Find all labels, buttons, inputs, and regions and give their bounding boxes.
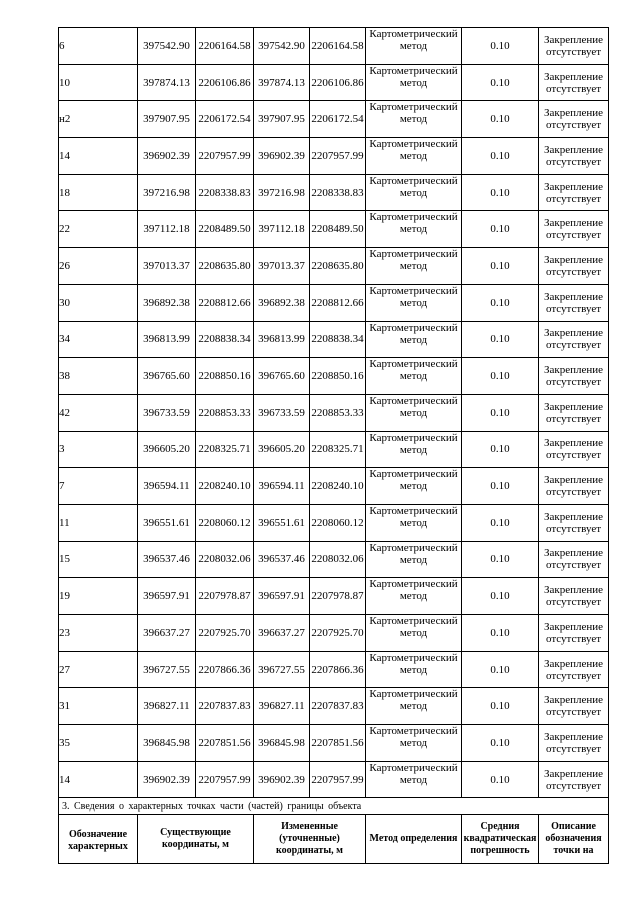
table-row — [59, 321, 609, 358]
changed-x-cell: 397013.37 — [254, 248, 310, 285]
method-cell: Картометрический метод — [366, 284, 462, 321]
description-cell: Закрепление отсутствует — [539, 248, 609, 285]
point-cell: 3 — [59, 431, 138, 468]
existing-x-cell: 396827.11 — [138, 688, 196, 725]
method-cell: Картометрический метод — [366, 688, 462, 725]
error-cell: 0.10 — [462, 468, 539, 505]
table-row — [59, 725, 609, 762]
description-cell: Закрепление отсутствует — [539, 101, 609, 138]
description-cell: Закрепление отсутствует — [539, 138, 609, 175]
point-cell: 15 — [59, 541, 138, 578]
error-cell: 0.10 — [462, 64, 539, 101]
header-existing: Существующие координаты, м — [138, 815, 254, 864]
table-row — [59, 615, 609, 652]
changed-x-cell: 396605.20 — [254, 431, 310, 468]
existing-x-cell: 396892.38 — [138, 284, 196, 321]
existing-x-cell: 397874.13 — [138, 64, 196, 101]
changed-y-cell: 2208325.71 — [310, 431, 366, 468]
existing-x-cell: 396594.11 — [138, 468, 196, 505]
existing-y-cell: 2208060.12 — [196, 504, 254, 541]
changed-y-cell: 2208635.80 — [310, 248, 366, 285]
description-cell: Закрепление отсутствует — [539, 504, 609, 541]
changed-y-cell: 2208338.83 — [310, 174, 366, 211]
error-cell: 0.10 — [462, 688, 539, 725]
existing-x-cell: 397542.90 — [138, 28, 196, 65]
existing-y-cell: 2208240.10 — [196, 468, 254, 505]
existing-y-cell: 2208635.80 — [196, 248, 254, 285]
existing-y-cell: 2207978.87 — [196, 578, 254, 615]
table-row — [59, 761, 609, 798]
description-cell: Закрепление отсутствует — [539, 725, 609, 762]
header-designation: Обозначение характерных — [59, 815, 138, 864]
method-cell: Картометрический метод — [366, 211, 462, 248]
changed-y-cell: 2207851.56 — [310, 725, 366, 762]
method-cell: Картометрический метод — [366, 64, 462, 101]
description-cell: Закрепление отсутствует — [539, 431, 609, 468]
description-cell: Закрепление отсутствует — [539, 284, 609, 321]
method-cell: Картометрический метод — [366, 248, 462, 285]
point-cell: 27 — [59, 651, 138, 688]
description-cell: Закрепление отсутствует — [539, 28, 609, 65]
header-row — [59, 815, 609, 864]
existing-y-cell: 2207957.99 — [196, 761, 254, 798]
changed-y-cell: 2208853.33 — [310, 394, 366, 431]
table-row — [59, 138, 609, 175]
point-cell: 34 — [59, 321, 138, 358]
method-cell: Картометрический метод — [366, 504, 462, 541]
point-cell: 38 — [59, 358, 138, 395]
existing-x-cell: 396551.61 — [138, 504, 196, 541]
changed-y-cell: 2206106.86 — [310, 64, 366, 101]
changed-x-cell: 396597.91 — [254, 578, 310, 615]
method-cell: Картометрический метод — [366, 321, 462, 358]
method-cell: Картометрический метод — [366, 174, 462, 211]
changed-y-cell: 2206164.58 — [310, 28, 366, 65]
table-row — [59, 284, 609, 321]
method-cell: Картометрический метод — [366, 138, 462, 175]
section-row — [59, 798, 609, 815]
table-row — [59, 248, 609, 285]
changed-x-cell: 396845.98 — [254, 725, 310, 762]
error-cell: 0.10 — [462, 504, 539, 541]
header-method: Метод определения — [366, 815, 462, 864]
section-title: 3. Сведения о характерных точках части (частей) границы объекта — [59, 798, 609, 815]
existing-x-cell: 397112.18 — [138, 211, 196, 248]
existing-y-cell: 2208338.83 — [196, 174, 254, 211]
method-cell: Картометрический метод — [366, 358, 462, 395]
error-cell: 0.10 — [462, 358, 539, 395]
point-cell: 22 — [59, 211, 138, 248]
existing-y-cell: 2208489.50 — [196, 211, 254, 248]
changed-x-cell: 397216.98 — [254, 174, 310, 211]
changed-x-cell: 396765.60 — [254, 358, 310, 395]
coordinate-rows — [59, 28, 609, 798]
description-cell: Закрепление отсутствует — [539, 394, 609, 431]
changed-x-cell: 396733.59 — [254, 394, 310, 431]
point-cell: 14 — [59, 138, 138, 175]
table-row — [59, 101, 609, 138]
existing-y-cell: 2207837.83 — [196, 688, 254, 725]
existing-y-cell: 2208325.71 — [196, 431, 254, 468]
changed-x-cell: 396537.46 — [254, 541, 310, 578]
changed-y-cell: 2208032.06 — [310, 541, 366, 578]
header-error: Средния квадратическая погрешность — [462, 815, 539, 864]
table-row — [59, 468, 609, 505]
existing-x-cell: 397907.95 — [138, 101, 196, 138]
table-row — [59, 211, 609, 248]
changed-x-cell: 396637.27 — [254, 615, 310, 652]
table-row — [59, 431, 609, 468]
table-row — [59, 504, 609, 541]
changed-y-cell: 2208812.66 — [310, 284, 366, 321]
existing-y-cell: 2207925.70 — [196, 615, 254, 652]
method-cell: Картометрический метод — [366, 468, 462, 505]
description-cell: Закрепление отсутствует — [539, 688, 609, 725]
description-cell: Закрепление отсутствует — [539, 615, 609, 652]
existing-y-cell: 2208838.34 — [196, 321, 254, 358]
table-row — [59, 578, 609, 615]
point-cell: 18 — [59, 174, 138, 211]
error-cell: 0.10 — [462, 138, 539, 175]
existing-x-cell: 397216.98 — [138, 174, 196, 211]
existing-y-cell: 2208850.16 — [196, 358, 254, 395]
description-cell: Закрепление отсутствует — [539, 64, 609, 101]
table-row — [59, 541, 609, 578]
description-cell: Закрепление отсутствует — [539, 541, 609, 578]
method-cell: Картометрический метод — [366, 725, 462, 762]
changed-y-cell: 2208240.10 — [310, 468, 366, 505]
existing-x-cell: 397013.37 — [138, 248, 196, 285]
existing-y-cell: 2208032.06 — [196, 541, 254, 578]
changed-x-cell: 397907.95 — [254, 101, 310, 138]
existing-y-cell: 2206172.54 — [196, 101, 254, 138]
changed-x-cell: 396594.11 — [254, 468, 310, 505]
error-cell: 0.10 — [462, 28, 539, 65]
error-cell: 0.10 — [462, 321, 539, 358]
error-cell: 0.10 — [462, 211, 539, 248]
changed-x-cell: 396827.11 — [254, 688, 310, 725]
point-cell: 7 — [59, 468, 138, 505]
table-row — [59, 64, 609, 101]
changed-y-cell: 2207925.70 — [310, 615, 366, 652]
existing-x-cell: 396845.98 — [138, 725, 196, 762]
changed-y-cell: 2208489.50 — [310, 211, 366, 248]
existing-x-cell: 396537.46 — [138, 541, 196, 578]
error-cell: 0.10 — [462, 284, 539, 321]
point-cell: 14 — [59, 761, 138, 798]
point-cell: 31 — [59, 688, 138, 725]
error-cell: 0.10 — [462, 578, 539, 615]
changed-x-cell: 396902.39 — [254, 761, 310, 798]
error-cell: 0.10 — [462, 431, 539, 468]
point-cell: 30 — [59, 284, 138, 321]
existing-x-cell: 396902.39 — [138, 138, 196, 175]
point-cell: 6 — [59, 28, 138, 65]
header-description: Описание обозначения точки на — [539, 815, 609, 864]
method-cell: Картометрический метод — [366, 541, 462, 578]
changed-x-cell: 396551.61 — [254, 504, 310, 541]
method-cell: Картометрический метод — [366, 101, 462, 138]
error-cell: 0.10 — [462, 615, 539, 652]
existing-y-cell: 2208853.33 — [196, 394, 254, 431]
changed-y-cell: 2208850.16 — [310, 358, 366, 395]
table-row — [59, 28, 609, 65]
changed-x-cell: 396892.38 — [254, 284, 310, 321]
changed-y-cell: 2207978.87 — [310, 578, 366, 615]
coordinates-table — [58, 27, 609, 864]
table-row — [59, 358, 609, 395]
point-cell: н2 — [59, 101, 138, 138]
changed-x-cell: 396813.99 — [254, 321, 310, 358]
method-cell: Картометрический метод — [366, 578, 462, 615]
existing-x-cell: 396765.60 — [138, 358, 196, 395]
point-cell: 42 — [59, 394, 138, 431]
changed-y-cell: 2207957.99 — [310, 761, 366, 798]
existing-x-cell: 396637.27 — [138, 615, 196, 652]
changed-y-cell: 2206172.54 — [310, 101, 366, 138]
table-row — [59, 394, 609, 431]
error-cell: 0.10 — [462, 174, 539, 211]
existing-x-cell: 396733.59 — [138, 394, 196, 431]
method-cell: Картометрический метод — [366, 761, 462, 798]
point-cell: 26 — [59, 248, 138, 285]
existing-y-cell: 2206106.86 — [196, 64, 254, 101]
error-cell: 0.10 — [462, 248, 539, 285]
existing-y-cell: 2207957.99 — [196, 138, 254, 175]
existing-y-cell: 2207866.36 — [196, 651, 254, 688]
description-cell: Закрепление отсутствует — [539, 211, 609, 248]
point-cell: 23 — [59, 615, 138, 652]
error-cell: 0.10 — [462, 651, 539, 688]
changed-y-cell: 2207837.83 — [310, 688, 366, 725]
description-cell: Закрепление отсутствует — [539, 358, 609, 395]
existing-y-cell: 2208812.66 — [196, 284, 254, 321]
existing-x-cell: 396727.55 — [138, 651, 196, 688]
description-cell: Закрепление отсутствует — [539, 651, 609, 688]
method-cell: Картометрический метод — [366, 615, 462, 652]
header-changed: Измененные (уточненные) координаты, м — [254, 815, 366, 864]
error-cell: 0.10 — [462, 394, 539, 431]
method-cell: Картометрический метод — [366, 28, 462, 65]
error-cell: 0.10 — [462, 541, 539, 578]
changed-x-cell: 396902.39 — [254, 138, 310, 175]
changed-x-cell: 396727.55 — [254, 651, 310, 688]
table-row — [59, 651, 609, 688]
existing-x-cell: 396605.20 — [138, 431, 196, 468]
existing-x-cell: 396597.91 — [138, 578, 196, 615]
existing-y-cell: 2207851.56 — [196, 725, 254, 762]
point-cell: 11 — [59, 504, 138, 541]
method-cell: Картометрический метод — [366, 394, 462, 431]
method-cell: Картометрический метод — [366, 651, 462, 688]
description-cell: Закрепление отсутствует — [539, 761, 609, 798]
table-row — [59, 174, 609, 211]
error-cell: 0.10 — [462, 725, 539, 762]
point-cell: 19 — [59, 578, 138, 615]
existing-x-cell: 396902.39 — [138, 761, 196, 798]
point-cell: 10 — [59, 64, 138, 101]
description-cell: Закрепление отсутствует — [539, 174, 609, 211]
existing-y-cell: 2206164.58 — [196, 28, 254, 65]
changed-y-cell: 2207957.99 — [310, 138, 366, 175]
changed-x-cell: 397542.90 — [254, 28, 310, 65]
error-cell: 0.10 — [462, 761, 539, 798]
description-cell: Закрепление отсутствует — [539, 321, 609, 358]
changed-y-cell: 2207866.36 — [310, 651, 366, 688]
changed-y-cell: 2208838.34 — [310, 321, 366, 358]
error-cell: 0.10 — [462, 101, 539, 138]
point-cell: 35 — [59, 725, 138, 762]
description-cell: Закрепление отсутствует — [539, 578, 609, 615]
changed-x-cell: 397112.18 — [254, 211, 310, 248]
changed-y-cell: 2208060.12 — [310, 504, 366, 541]
description-cell: Закрепление отсутствует — [539, 468, 609, 505]
changed-x-cell: 397874.13 — [254, 64, 310, 101]
method-cell: Картометрический метод — [366, 431, 462, 468]
table-row — [59, 688, 609, 725]
existing-x-cell: 396813.99 — [138, 321, 196, 358]
